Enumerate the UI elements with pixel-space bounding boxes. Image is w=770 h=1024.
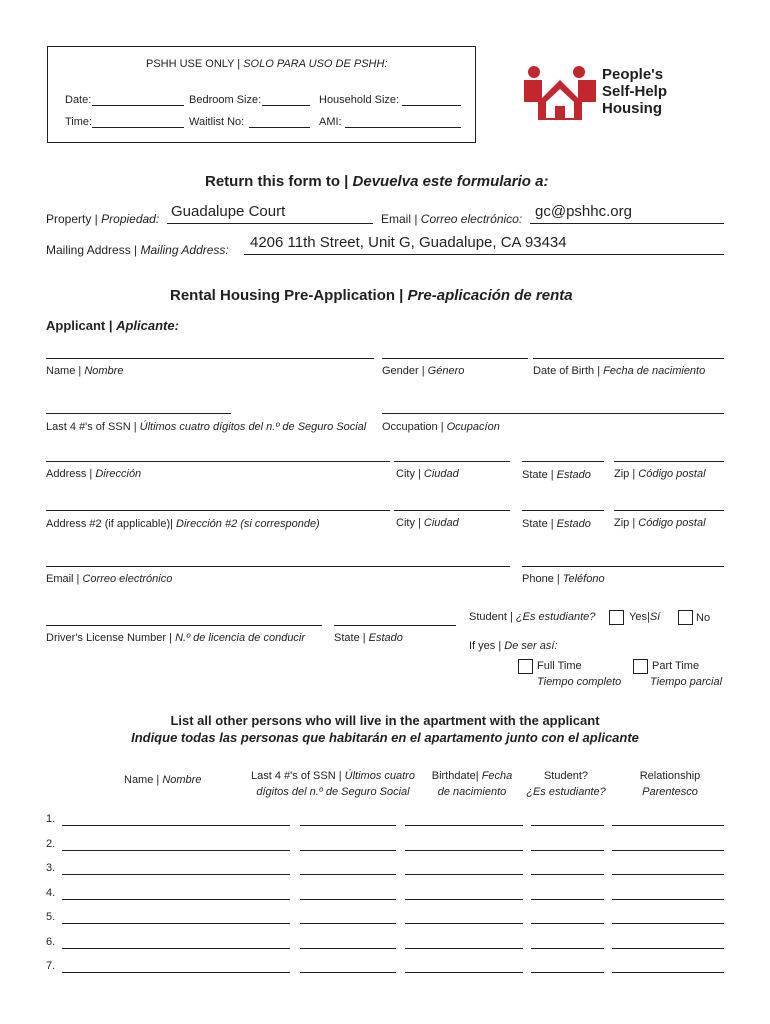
name-label: Name | Nombre	[46, 365, 124, 377]
full-time-label: Full Time	[537, 660, 582, 672]
row-birthdate-field[interactable]	[405, 923, 523, 924]
row-ssn-field[interactable]	[300, 825, 396, 826]
row-student-field[interactable]	[531, 825, 604, 826]
row-birthdate-field[interactable]	[405, 972, 523, 973]
full-time-checkbox[interactable]	[518, 659, 533, 674]
gender-field[interactable]	[382, 358, 528, 359]
row-number: 5.	[46, 911, 56, 923]
household-size-field[interactable]	[402, 105, 461, 106]
col-student-header: Student? ¿Es estudiante?	[526, 770, 606, 798]
student-no-label: No	[696, 612, 711, 624]
ssn-label: Last 4 #'s of SSN | Últimos cuatro dígitos del n.º de Seguro Social	[46, 421, 367, 433]
col-ssn-header: Last 4 #'s of SSN | Últimos cuatro dígitos del n.º de Seguro Social	[251, 770, 415, 798]
row-number: 2.	[46, 838, 56, 850]
student-no-checkbox[interactable]	[678, 610, 693, 625]
col-relationship-header: Relationship Parentesco	[639, 770, 701, 798]
address-label: Address | Dirección	[46, 468, 142, 480]
license-field[interactable]	[46, 625, 322, 626]
office-use-title: PSHH USE ONLY | SOLO PARA USO DE PSHH:	[146, 58, 388, 70]
row-birthdate-field[interactable]	[405, 825, 523, 826]
zip2-label: Zip | Código postal	[614, 517, 706, 529]
row-relationship-field[interactable]	[612, 948, 724, 949]
property-value[interactable]: Guadalupe Court	[171, 203, 286, 220]
gender-label: Gender | Género	[382, 365, 465, 377]
zip-field[interactable]	[614, 461, 724, 462]
row-relationship-field[interactable]	[612, 874, 724, 875]
row-student-field[interactable]	[531, 874, 604, 875]
row-ssn-field[interactable]	[300, 972, 396, 973]
return-email-label: Email | Correo electrónico:	[381, 212, 523, 226]
time-label: Time:	[65, 116, 93, 128]
logo-text: People's Self-Help Housing	[602, 66, 668, 117]
occupation-field[interactable]	[382, 413, 724, 414]
bedroom-size-field[interactable]	[262, 105, 310, 106]
ami-label: AMI:	[319, 116, 342, 128]
row-student-field[interactable]	[531, 850, 604, 851]
row-name-field[interactable]	[62, 825, 290, 826]
row-relationship-field[interactable]	[612, 825, 724, 826]
return-title: Return this form to | Devuelva este formulario a:	[205, 173, 549, 190]
occupation-label: Occupation | Ocupacíon	[382, 421, 500, 433]
part-time-label: Part Time	[652, 660, 700, 672]
state2-field[interactable]	[522, 510, 604, 511]
row-ssn-field[interactable]	[300, 874, 396, 875]
row-number: 7.	[46, 960, 56, 972]
row-birthdate-field[interactable]	[405, 874, 523, 875]
city2-field[interactable]	[394, 510, 510, 511]
mailing-value[interactable]: 4206 11th Street, Unit G, Guadalupe, CA 93434	[250, 234, 567, 251]
pshh-logo-icon	[522, 62, 598, 124]
row-number: 6.	[46, 936, 56, 948]
state2-label: State | Estado	[522, 518, 591, 530]
return-email-value[interactable]: gc@pshhc.org	[535, 203, 632, 220]
applicant-heading: Applicant | Aplicante:	[46, 318, 179, 333]
waitlist-label: Waitlist No:	[189, 116, 245, 128]
address-field[interactable]	[46, 461, 390, 462]
ssn-field[interactable]	[46, 413, 231, 414]
row-birthdate-field[interactable]	[405, 899, 523, 900]
row-relationship-field[interactable]	[612, 972, 724, 973]
student-yes-label: Yes|Sí	[629, 611, 661, 623]
row-ssn-field[interactable]	[300, 850, 396, 851]
student-yes-checkbox[interactable]	[609, 610, 624, 625]
row-student-field[interactable]	[531, 948, 604, 949]
full-time-label-es: Tiempo completo	[537, 676, 622, 688]
email-field[interactable]	[46, 566, 510, 567]
row-number: 4.	[46, 887, 56, 899]
date-field[interactable]	[92, 105, 184, 106]
city-label: City | Ciudad	[396, 468, 459, 480]
row-number: 3.	[46, 862, 56, 874]
date-label: Date:	[65, 94, 92, 106]
address2-field[interactable]	[46, 510, 390, 511]
row-relationship-field[interactable]	[612, 923, 724, 924]
row-student-field[interactable]	[531, 923, 604, 924]
address2-label: Address #2 (if applicable)| Dirección #2 (si corresponde)	[46, 518, 320, 530]
phone-label: Phone | Teléfono	[522, 573, 605, 585]
col-name-header: Name | Nombre	[124, 774, 202, 786]
row-student-field[interactable]	[531, 972, 604, 973]
city2-label: City | Ciudad	[396, 517, 459, 529]
row-birthdate-field[interactable]	[405, 850, 523, 851]
dob-field[interactable]	[533, 358, 724, 359]
row-student-field[interactable]	[531, 899, 604, 900]
row-name-field[interactable]	[62, 899, 290, 900]
row-ssn-field[interactable]	[300, 948, 396, 949]
row-relationship-field[interactable]	[612, 899, 724, 900]
bedroom-size-label: Bedroom Size:	[189, 94, 262, 106]
household-size-label: Household Size:	[319, 94, 400, 106]
row-name-field[interactable]	[62, 948, 290, 949]
others-title: List all other persons who will live in the apartment with the applicant Indique todas las personas que habitarán en el apartamento junto con el aplicante	[131, 713, 639, 745]
row-name-field[interactable]	[62, 972, 290, 973]
license-state-field[interactable]	[334, 625, 456, 626]
license-state-label: State | Estado	[334, 632, 403, 644]
row-ssn-field[interactable]	[300, 899, 396, 900]
part-time-checkbox[interactable]	[633, 659, 648, 674]
return-email-line	[530, 223, 724, 224]
row-relationship-field[interactable]	[612, 850, 724, 851]
dob-label: Date of Birth | Fecha de nacimiento	[533, 365, 706, 377]
time-field[interactable]	[92, 127, 184, 128]
ami-field[interactable]	[345, 127, 461, 128]
city-field[interactable]	[394, 461, 510, 462]
zip2-field[interactable]	[614, 510, 724, 511]
phone-field[interactable]	[522, 566, 724, 567]
waitlist-field[interactable]	[249, 127, 310, 128]
if-yes-label: If yes | De ser así:	[469, 640, 558, 652]
row-ssn-field[interactable]	[300, 923, 396, 924]
property-label: Property | Propiedad:	[46, 212, 160, 226]
student-label: Student | ¿Es estudiante?	[469, 611, 596, 623]
form-title: Rental Housing Pre-Application | Pre-aplicación de renta	[170, 287, 573, 304]
col-birth-header: Birthdate| Fecha de nacimiento	[431, 770, 513, 798]
mailing-line	[244, 254, 724, 255]
state-label: State | Estado	[522, 469, 591, 481]
row-name-field[interactable]	[62, 874, 290, 875]
state-field[interactable]	[522, 461, 604, 462]
row-birthdate-field[interactable]	[405, 948, 523, 949]
property-line	[167, 223, 373, 224]
name-field[interactable]	[46, 358, 374, 359]
zip-label: Zip | Código postal	[614, 468, 706, 480]
row-name-field[interactable]	[62, 923, 290, 924]
row-number: 1.	[46, 813, 56, 825]
part-time-label-es: Tiempo parcial	[650, 676, 723, 688]
mailing-label: Mailing Address | Mailing Address:	[46, 243, 229, 257]
email-label: Email | Correo electrónico	[46, 573, 173, 585]
license-label: Driver's License Number | N.º de licencia de conducir	[46, 632, 306, 644]
row-name-field[interactable]	[62, 850, 290, 851]
